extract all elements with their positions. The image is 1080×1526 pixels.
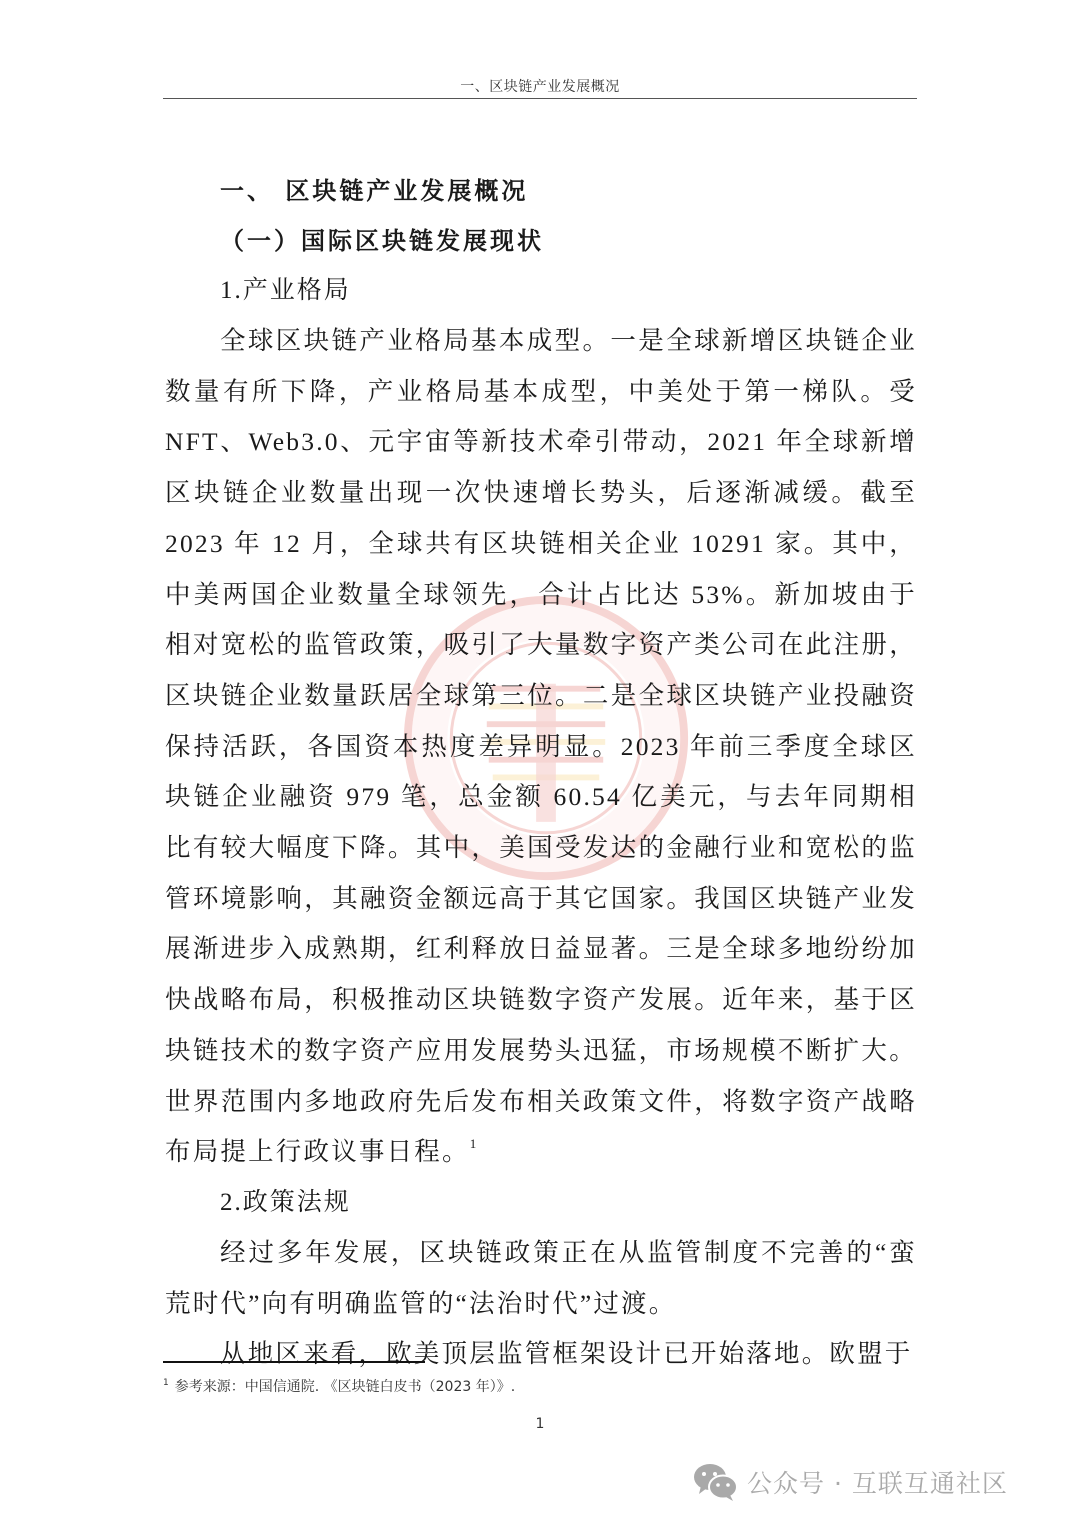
subsection-heading-industry: 1.产业格局: [220, 277, 351, 304]
footnote-mark: 1: [163, 1378, 169, 1388]
running-header: 一、区块链产业发展概况: [460, 79, 620, 95]
paragraph-industry-text: 全球区块链产业格局基本成型。一是全球新增区块链企业数量有所下降，产业格局基本成型，中美处于第一梯队。受 NFT、Web3.0、元宇宙等新技术牵引带动，2021 年全球新增区块链企业数量出现一次快速增长势头，后逐渐减缓。截至 2023 年 12 月，全球共有区块链相关企业 10291 家。其中，中美两国企业数量全球领先，合计占比达 53%。新加坡由于相对宽松的监管政策，吸引了大量数字资产类公司在此注册，区块链企业数量跃居全球第三位。二是全球区块链产业投融资保持活跃，各国资本热度差异明显。2023 年前三季度全球区块链企业融资 979 笔，总金额 60.54 亿美元，与去年同期相比有较大幅度下降。其中，美国受发达的金融行业和宽松的监管环境影响，其融资金额远高于其它国家。我国区块链产业发展渐进步入成熟期，红利释放日益显著。三是全球多地纷纷加快战略布局，积极推动区块链数字资产发展。近年来，基于区块链技术的数字资产应用发展势头迅猛，市场规模不断扩大。世界范围内多地政府先后发布相关政策文件，将数字资产战略布局提上行政议事日程。: [165, 326, 917, 1167]
footnote-text: 参考来源：中国信通院. 《区块链白皮书（2023 年）》.: [174, 1379, 516, 1395]
paragraph-industry: [165, 316, 917, 1178]
page-number: 1: [535, 1416, 545, 1432]
footnote-rule: [163, 1361, 425, 1363]
wechat-account-badge: [693, 1462, 1008, 1502]
footnote-reference[interactable]: 1: [469, 1136, 479, 1152]
wechat-icon: [693, 1462, 739, 1502]
section-heading: （一）国际区块链发展现状: [220, 227, 544, 255]
chapter-heading: 一、 区块链产业发展概况: [220, 177, 529, 205]
paragraph-policy-2: 从地区来看，欧美顶层监管框架设计已开始落地。欧盟于: [220, 1339, 913, 1369]
footnote: [163, 1376, 763, 1396]
wechat-account-name: 公众号 · 互联互通社区: [747, 1469, 1008, 1498]
paragraph-policy-1: 经过多年发展，区块链政策正在从监管制度不完善的“蛮荒时代”向有明确监管的“法治时代”过渡。: [165, 1237, 917, 1318]
document-body: [165, 166, 917, 1380]
header-rule: [163, 98, 917, 99]
subsection-heading-policy: 2.政策法规: [220, 1188, 351, 1216]
